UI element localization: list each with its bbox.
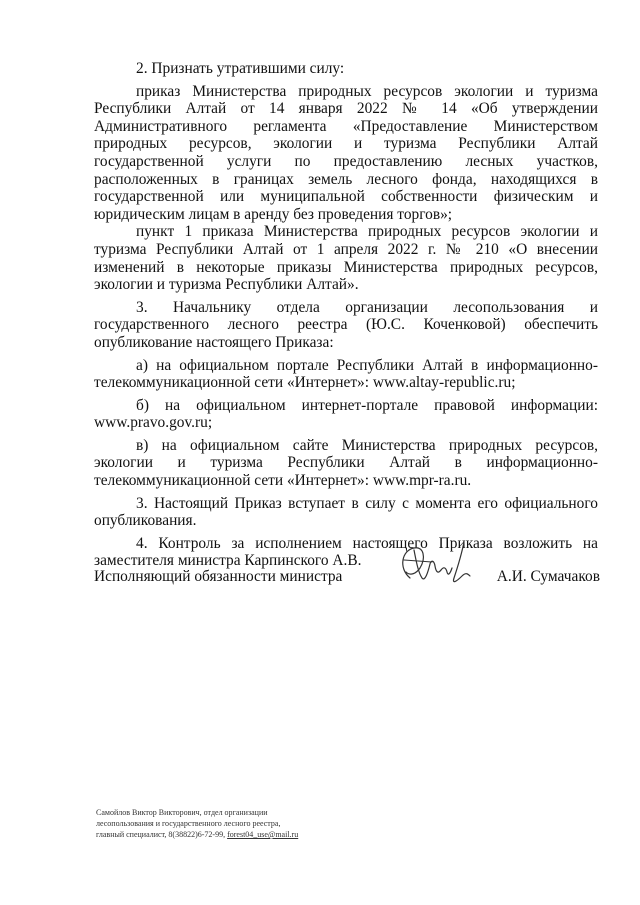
- signatory-name: А.И. Сумачаков: [496, 568, 600, 585]
- executor-info: [96, 807, 396, 840]
- paragraph-publication-a: а) на официальном портале Республики Алтай в информационно-телекоммуникационной сети «Интернет»: www.altay-republic.ru;: [94, 356, 598, 392]
- paragraph-item-3-publication: 3. Начальнику отдела организации лесопользования и государственного лесного реестра (Ю.С. Коченковой) обеспечить опубликование настоящего Приказа:: [94, 298, 598, 351]
- executor-contact-line: [96, 829, 396, 840]
- signature-block: [94, 538, 600, 588]
- handwritten-signature: [392, 538, 478, 588]
- paragraph-control: 4. Контроль за исполнением настоящего Приказа возложить на заместителя министра Карпинского А.В.: [94, 534, 598, 570]
- paragraph-publication-c: в) на официальном сайте Министерства природных ресурсов, экологии и туризма Республики Алтай в информационно-телекоммуникационной сети «Интернет»: www.mpr-ra.ru.: [94, 436, 598, 490]
- document-body: [94, 60, 598, 570]
- executor-contact-text: главный специалист, 8(38822)6-72-99,: [96, 830, 228, 839]
- signatory-position: Исполняющий обязанности министра: [94, 568, 343, 585]
- paragraph-effective-date: 3. Настоящий Приказ вступает в силу с момента его официального опубликования.: [94, 494, 598, 530]
- executor-name-line: Самойлов Виктор Викторович, отдел организации: [96, 808, 268, 817]
- paragraph-repealed-order-14: приказ Министерства природных ресурсов экологии и туризма Республики Алтай от 14 января 2022 № 14 «Об утверждении Административного регламента «Предоставление Министерством природных ресурсов, экологии и туризма Республики Алтай государственной услуги по предоставлению лесных участков, расположенных в границах земель лесного фонда, находящихся в государственной или муниципальной собственности физическим и юридическим лицам в аренду без проведения торгов»;: [94, 82, 598, 223]
- executor-email-link[interactable]: forest04_use@mail.ru: [227, 830, 299, 839]
- paragraph-publication-b: б) на официальном интернет-портале правовой информации: www.pravo.gov.ru;: [94, 396, 598, 432]
- paragraph-item-2: 2. Признать утратившими силу:: [136, 60, 345, 77]
- paragraph-repealed-order-210: пункт 1 приказа Министерства природных ресурсов экологии и туризма Республики Алтай от 1 апреля 2022 г. № 210 «О внесении изменений в некоторые приказы Министерства природных ресурсов, экологии и туризма Республики Алтай».: [94, 223, 598, 294]
- executor-department-line: лесопользования и государственного лесного реестра,: [96, 819, 281, 828]
